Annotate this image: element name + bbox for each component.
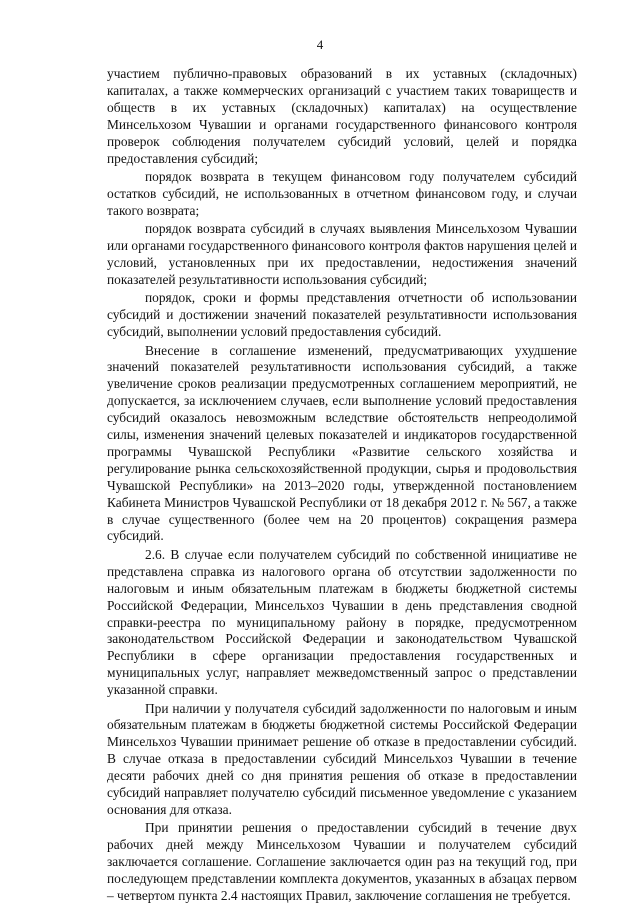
page-number: 4 <box>316 37 324 52</box>
paragraph: порядок возврата в текущем финансовом году получателем субсидий остатков субсидий, не использованных в отчетном финансовом году, и случаи такого возврата; <box>107 168 577 218</box>
paragraph: Внесение в соглашение изменений, предусматривающих ухудшение значений показателей результативности использования субсидий, а также увеличение сроков реализации предусмотренных соглашением мероприятий, не допускается, за исключением случаев, если выполнение условий предоставления субсидий оказалось невозможным вследствие обстоятельств непреодолимой силы, изменения значений целевых показателей и индикаторов государственной программы Чувашской Республики «Развитие сельского хозяйства и регулирование рынка сельскохозяйственной продукции, сырья и продовольствия Чувашской Республики» на 2013–2020 годы, утвержденной постановлением Кабинета Министров Чувашской Республики от 18 декабря 2012 г. № 567, а также в случае существенного (более чем на 20 процентов) сокращения размера субсидий. <box>107 342 577 544</box>
document-body <box>107 66 577 906</box>
paragraph: порядок возврата субсидий в случаях выявления Минсельхозом Чувашии или органами государственного финансового контроля фактов нарушения целей и условий, установленных при их предоставлении, недостижения значений показателей результативности использования субсидий; <box>107 221 577 287</box>
paragraph-continuation: участием публично-правовых образований в их уставных (складочных) капиталах, а также коммерческих организаций с участием таких товариществ и обществ в их уставных (складочных) капиталах) на осуществление Минсельхозом Чувашии и органами государственного финансового контроля проверок соблюдения получателем субсидий условий, целей и порядка предоставления субсидий; <box>107 66 577 166</box>
paragraph: При принятии решения о предоставлении субсидий в течение двух рабочих дней между Минсельхозом Чувашии и получателем субсидий заключается соглашение. Соглашение заключается один раз на текущий год, при последующем представлении комплекта документов, указанных в абзацах первом – четвертом пункта 2.4 настоящих Правил, заключение соглашения не требуется. <box>107 820 577 903</box>
paragraph: При наличии у получателя субсидий задолженности по налоговым и иным обязательным платежам в бюджеты бюджетной системы Российской Федерации Минсельхоз Чувашии принимает решение об отказе в предоставлении субсидий. В случае отказа в предоставлении субсидий Минсельхоз Чувашии в течение десяти рабочих дней со дня принятия решения об отказе в предоставлении субсидий направляет получателю субсидий письменное уведомление с указанием основания для отказа. <box>107 700 577 817</box>
paragraph: порядок, сроки и формы представления отчетности об использовании субсидий и достижении значений показателей результативности использования субсидий, выполнении условий предоставления субсидий. <box>107 290 577 340</box>
paragraph-section-2-6: 2.6. В случае если получателем субсидий по собственной инициативе не представлена справка из налогового органа об отсутствии задолженности по налоговым и иным обязательным платежам в бюджеты бюджетной системы Российской Федерации, Минсельхоз Чувашии в день представления сводной справки-реестра по муниципальному району в порядке, предусмотренном законодательством Российской Федерации и законодательством Чувашской Республики в сфере организации предоставления государственных и муниципальных услуг, направляет межведомственный запрос о представлении указанной справки. <box>107 546 577 698</box>
